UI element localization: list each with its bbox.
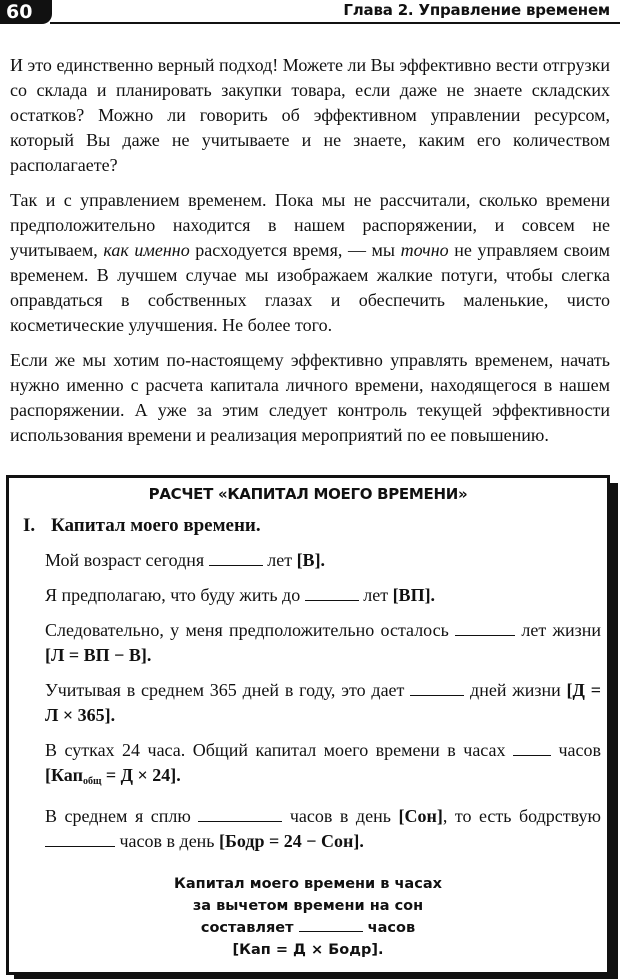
row-text: лет: [358, 585, 393, 605]
row-days-left: [45, 678, 601, 728]
box-title: РАСЧЕТ «КАПИТАЛ МОЕГО ВРЕМЕНИ»: [148, 485, 468, 503]
summary-block: [9, 873, 607, 961]
row-age: [45, 548, 601, 573]
row-text: часов в день: [282, 806, 399, 826]
row-text: В среднем я сплю: [45, 806, 199, 826]
summary-line: за вычетом времени на сон: [192, 898, 424, 914]
emphasis-how-exactly: как именно: [103, 240, 190, 260]
paragraph-1: И это единственно верный подход! Можете ли Вы эффективно вести отгрузки со склада и планировать закупки товара, если даже не знаете складских остатков? Можно ли говорить об эффективном управлении ресурсом, который Вы даже не учитываете и не знаете, каким его количеством располагаете?: [10, 55, 610, 175]
section-title: Капитал моего времени.: [51, 515, 261, 536]
paragraph-2-part: Так и с управлением временем. Пока мы не рассчитали, сколько времени предположительно находится в нашем распоряжении, и совсем не учитываем,: [10, 190, 610, 260]
years-left-blank[interactable]: [455, 621, 515, 636]
expected-life-blank[interactable]: [305, 586, 359, 601]
formula-subscript: общ: [82, 776, 102, 787]
summary-text: часов: [362, 920, 416, 936]
calculation-rows: [45, 548, 601, 864]
page-number: 60: [0, 0, 52, 24]
formula: [Д = Л × 365].: [45, 680, 601, 725]
row-sleep: [45, 804, 601, 854]
emphasis-exactly: точно: [400, 240, 449, 260]
sleep-hours-blank[interactable]: [198, 807, 282, 822]
age-blank[interactable]: [209, 551, 263, 566]
formula: = Д × 24].: [101, 765, 181, 785]
formula: [Сон]: [398, 806, 443, 826]
body-text: [10, 53, 610, 458]
row-text: Мой возраст сегодня: [45, 550, 209, 570]
row-text: , то есть бодрствую: [442, 806, 601, 826]
section-number: I.: [23, 515, 36, 536]
formula: [Л = ВП − В].: [45, 645, 152, 665]
row-text: дней жизни: [464, 680, 567, 700]
summary-line: [9, 917, 607, 939]
chapter-title: Глава 2. Управление временем: [343, 1, 610, 19]
row-text: лет жизни: [515, 620, 601, 640]
summary-text: составляет: [200, 920, 299, 936]
summary-formula: [Кап = Д × Бодр].: [232, 942, 384, 958]
paragraph-2-part: не управляем своим временем. В лучшем случае мы изображаем жалкие потуги, чтобы слегка оправдаться в собственных глазах и обеспечить маленькие, чисто косметические улучшения. Не более того.: [10, 240, 610, 335]
row-text: Учитывая в среднем 365 дней в году, это дает: [45, 680, 411, 700]
row-total-hours: [45, 738, 601, 794]
row-text: часов: [550, 740, 601, 760]
summary-line: Капитал моего времени в часах: [174, 876, 442, 892]
row-text: часов в день: [115, 831, 220, 851]
row-text: В сутках 24 часа. Общий капитал моего времени в часах: [45, 740, 513, 760]
formula: [Кап: [45, 765, 83, 785]
row-years-left: [45, 618, 601, 668]
formula: [В].: [296, 550, 326, 570]
row-text: Я предполагаю, что буду жить до: [45, 585, 305, 605]
formula: [ВП].: [392, 585, 436, 605]
calculation-box: [6, 475, 610, 975]
paragraph-3: Если же мы хотим по-настоящему эффективно управлять временем, начать нужно именно с расчета капитала личного времени, находящегося в нашем распоряжении. А уже за этим следует контроль текущей эффективности использования времени и реализация мероприятий по ее повышению.: [10, 350, 610, 445]
days-left-blank[interactable]: [410, 681, 464, 696]
paragraph-2-part: расходуется время, — мы: [189, 240, 401, 260]
total-hours-blank[interactable]: [513, 741, 551, 756]
page-header: [0, 0, 620, 30]
formula: [Бодр = 24 − Сон].: [219, 831, 364, 851]
paragraph-2: [10, 188, 610, 338]
awake-hours-blank[interactable]: [45, 832, 115, 847]
row-text: лет: [262, 550, 297, 570]
row-text: Следовательно, у меня предположительно осталось: [45, 620, 456, 640]
section-heading: [23, 514, 261, 538]
row-expected-life: [45, 583, 601, 608]
header-rule: [50, 22, 620, 24]
capital-hours-blank[interactable]: [299, 919, 363, 932]
